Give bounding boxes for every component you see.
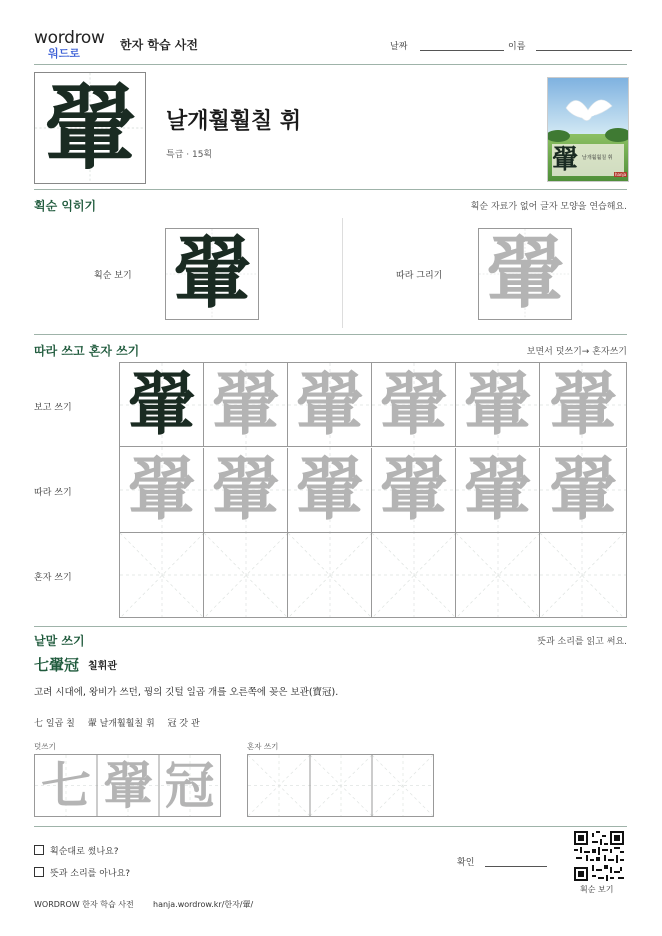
book-cover-thumbnail xyxy=(547,77,629,182)
grid-cell-view-1[interactable] xyxy=(120,363,204,447)
brand-logo-top: wordrow xyxy=(34,28,105,48)
footer-brand: WORDROW 한자 학습 사전 xyxy=(34,900,134,909)
stroke-view-box xyxy=(165,228,259,320)
word-definition: 고려 시대에, 왕비가 쓰던, 꿩의 깃털 일곱 개를 오른쪽에 꽂은 보관(寶冠). xyxy=(34,687,339,698)
word-trace-char-2: 翬 xyxy=(103,755,153,815)
checklist-label-1: 획순대로 썼나요? xyxy=(50,847,119,857)
stroke-section-note: 획순 자료가 없어 글자 모양을 연습해요. xyxy=(470,202,627,212)
grid-char: 翬 xyxy=(379,364,448,445)
qr-code-icon[interactable] xyxy=(574,831,624,881)
word-trace-char-3: 冠 xyxy=(164,755,215,815)
grid-cell-view-5[interactable] xyxy=(456,363,540,447)
grid-cell-solo-5[interactable] xyxy=(456,533,540,618)
name-field[interactable] xyxy=(508,39,632,52)
stroke-section-title: 획순 익히기 xyxy=(34,199,97,213)
word-reading: 칠휘관 xyxy=(88,661,117,672)
grid-cell-trace-5[interactable] xyxy=(456,448,540,533)
stroke-divider xyxy=(342,218,343,328)
grid-cell-view-3[interactable] xyxy=(288,363,372,447)
gloss-char-1: 七 xyxy=(34,719,44,729)
grid-char: 翬 xyxy=(379,450,448,530)
row-label-solo: 혼자 쓰기 xyxy=(34,573,72,583)
grid-cell-trace-2[interactable] xyxy=(204,448,288,533)
hero-character-box xyxy=(34,72,146,184)
confirm-field[interactable] xyxy=(457,855,547,868)
hero-meaning-sound: 날개훨훨칠 휘 xyxy=(166,109,302,134)
word-trace-char-1: 七 xyxy=(41,755,91,815)
row-label-view: 보고 쓰기 xyxy=(34,403,72,413)
grid-cell-trace-1[interactable] xyxy=(120,448,204,533)
grid-char: 翬 xyxy=(295,450,364,530)
word-trace-label: 덧쓰기 xyxy=(34,742,56,751)
checklist-item-2[interactable] xyxy=(34,866,130,879)
checklist-item-1[interactable] xyxy=(34,844,119,857)
brand-logo xyxy=(34,30,114,64)
date-field[interactable] xyxy=(390,39,504,52)
name-label: 이름 xyxy=(508,42,526,52)
word-trace-grid xyxy=(34,754,221,817)
gloss-char-3: 冠 xyxy=(167,719,177,729)
thumbnail-char: 翬 xyxy=(552,145,579,175)
thumbnail-caption: 날개훨훨칠 휘 xyxy=(582,155,613,161)
grid-char: 翬 xyxy=(548,450,617,530)
qr-label: 획순 보기 xyxy=(580,885,614,894)
word-solo-label: 혼자 쓰기 xyxy=(247,742,279,751)
grid-cell-view-4[interactable] xyxy=(372,363,456,447)
checkbox-icon[interactable] xyxy=(34,845,44,855)
gloss-meaning-1: 일곱 칠 xyxy=(45,719,75,729)
gloss-meaning-3: 갓 관 xyxy=(179,719,200,729)
grid-cell-solo-3[interactable] xyxy=(288,533,372,618)
stroke-trace-label: 따라 그리기 xyxy=(396,271,443,281)
grid-char: 翬 xyxy=(548,364,617,445)
grid-cell-trace-4[interactable] xyxy=(372,448,456,533)
hero-character: 翬 xyxy=(43,74,136,182)
grid-cell-view-6[interactable] xyxy=(540,363,627,447)
practice-grid xyxy=(119,362,627,618)
grid-cell-trace-6[interactable] xyxy=(540,448,627,533)
word-solo-grid xyxy=(247,754,434,817)
word-solo-cell-2[interactable] xyxy=(310,755,372,816)
grid-cell-solo-4[interactable] xyxy=(372,533,456,618)
stroke-trace-character: 翬 xyxy=(485,228,564,319)
brand-logo-bottom: 워드로 xyxy=(48,47,80,60)
practice-section-note: 보면서 덧쓰기→ 혼자쓰기 xyxy=(526,347,627,357)
grid-cell-solo-1[interactable] xyxy=(120,533,204,618)
checklist-label-2: 뜻과 소리를 아나요? xyxy=(50,869,131,879)
grid-char: 翬 xyxy=(127,364,196,445)
grid-cell-solo-6[interactable] xyxy=(540,533,627,618)
row-label-trace: 따라 쓰기 xyxy=(34,488,72,498)
grid-cell-trace-3[interactable] xyxy=(288,448,372,533)
word-trace-cell-2[interactable] xyxy=(97,755,159,816)
date-label: 날짜 xyxy=(390,42,408,52)
thumbnail-corner: hanja xyxy=(615,172,627,177)
stroke-view-label: 획순 보기 xyxy=(94,271,132,281)
gloss-char-2: 翬 xyxy=(87,719,97,729)
word-trace-cell-3[interactable] xyxy=(159,755,220,816)
word-solo-cell-3[interactable] xyxy=(372,755,433,816)
grid-char: 翬 xyxy=(295,364,364,445)
grid-cell-view-2[interactable] xyxy=(204,363,288,447)
word-hanja: 七翬冠 xyxy=(34,656,80,674)
header-subtitle: 한자 학습 사전 xyxy=(120,38,198,52)
grid-char: 翬 xyxy=(211,450,280,530)
grid-char: 翬 xyxy=(127,450,196,530)
practice-section-title: 따라 쓰고 혼자 쓰기 xyxy=(34,344,140,358)
word-glosses xyxy=(34,716,200,729)
gloss-meaning-2: 날개훨훨칠 휘 xyxy=(99,719,155,729)
stroke-trace-box[interactable] xyxy=(478,228,572,320)
confirm-label: 확인 xyxy=(457,858,475,868)
word-solo-cell-1[interactable] xyxy=(248,755,310,816)
stroke-view-character: 翬 xyxy=(172,228,251,319)
word-section-note: 뜻과 소리를 읽고 써요. xyxy=(537,637,627,647)
checkbox-icon[interactable] xyxy=(34,867,44,877)
word-trace-cell-1[interactable] xyxy=(35,755,97,816)
word-section-title: 낱말 쓰기 xyxy=(34,634,85,648)
grid-char: 翬 xyxy=(463,364,532,445)
grid-cell-solo-2[interactable] xyxy=(204,533,288,618)
footer-url[interactable]: hanja.wordrow.kr/한자/翬/ xyxy=(153,900,254,909)
grid-char: 翬 xyxy=(211,364,280,445)
grid-char: 翬 xyxy=(463,450,532,530)
hero-meta: 특급 · 15획 xyxy=(166,150,213,160)
